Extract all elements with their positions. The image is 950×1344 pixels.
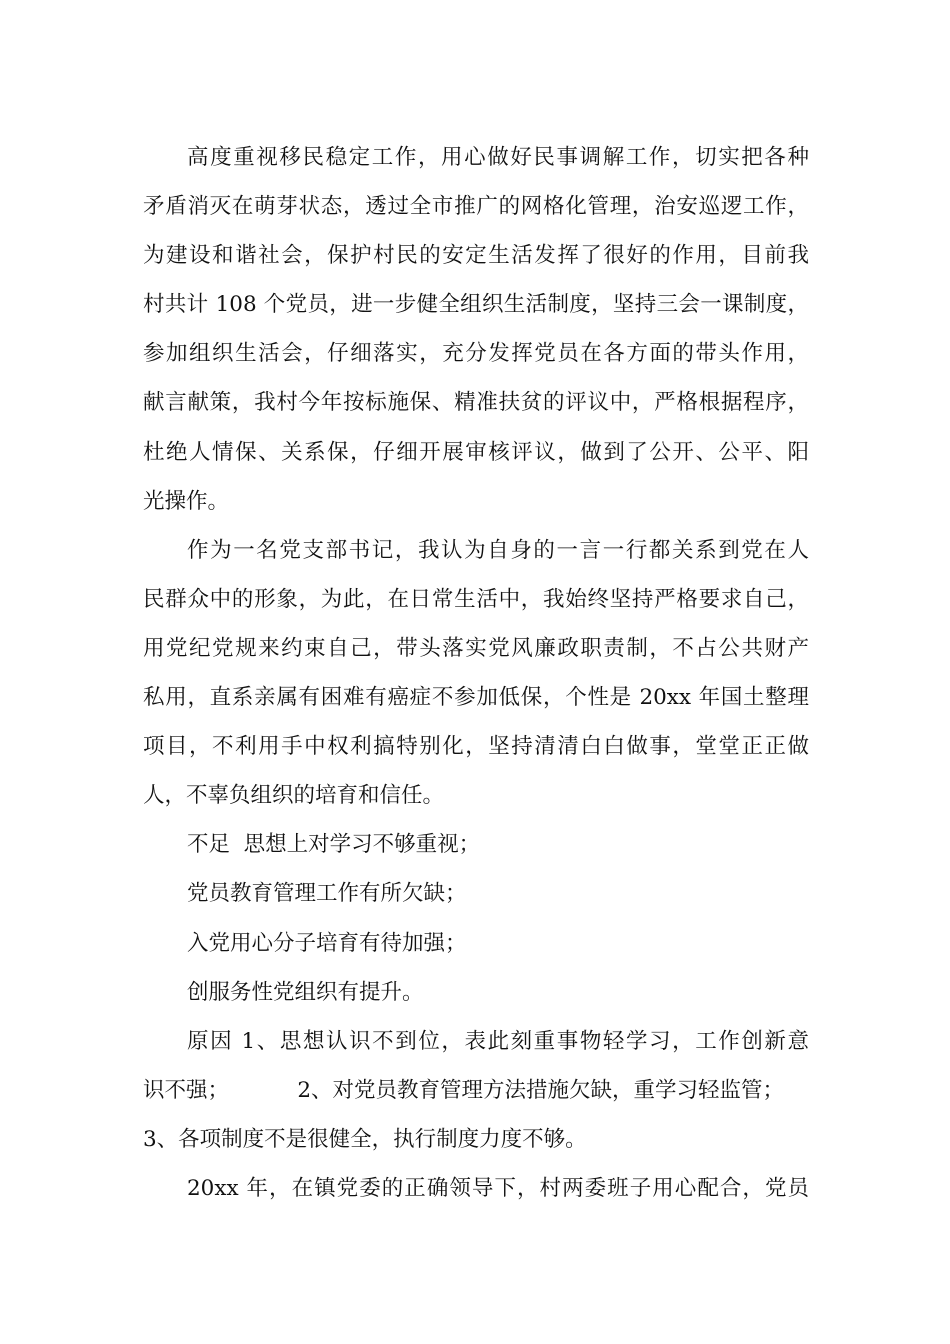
text-line: 村共计 108 个党员，进一步健全组织生活制度，坚持三会一课制度， — [143, 292, 809, 318]
text-line: 识不强； 2、对党员教育管理方法措施欠缺，重学习轻监管； — [143, 1077, 785, 1103]
text-line: 项目，不利用手中权利搞特别化，坚持清清白白做事，堂堂正正做 — [143, 734, 809, 760]
text-line: 光操作。 — [143, 488, 230, 514]
text-line: 私用，直系亲属有困难有癌症不参加低保，个性是 20xx 年国土整理 — [143, 685, 809, 711]
text-line: 党员教育管理工作有所欠缺； — [187, 881, 467, 907]
document-body — [143, 133, 809, 1213]
text-line: 参加组织生活会，仔细落实，充分发挥党员在各方面的带头作用， — [143, 341, 809, 367]
text-line: 杜绝人情保、关系保，仔细开展审核评议，做到了公开、公平、阳 — [143, 439, 809, 465]
text-line: 矛盾消灭在萌芽状态，透过全市推广的网格化管理，治安巡逻工作， — [143, 194, 809, 220]
text-line: 创服务性党组织有提升。 — [187, 979, 424, 1005]
text-line: 民群众中的形象，为此，在日常生活中，我始终坚持严格要求自己， — [143, 586, 809, 612]
text-line: 作为一名党支部书记，我认为自身的一言一行都关系到党在人 — [187, 537, 809, 563]
text-line: 人，不辜负组织的培育和信任。 — [143, 783, 445, 809]
text-line: 高度重视移民稳定工作，用心做好民事调解工作，切实把各种 — [187, 145, 809, 170]
text-line: 入党用心分子培育有待加强； — [187, 930, 467, 956]
text-line: 原因 1、思想认识不到位，表此刻重事物轻学习，工作创新意 — [187, 1028, 809, 1054]
text-line: 不足 思想上对学习不够重视； — [187, 832, 481, 858]
text-line: 20xx 年，在镇党委的正确领导下，村两委班子用心配合，党员 — [187, 1175, 809, 1201]
text-line: 3、各项制度不是很健全，执行制度力度不够。 — [143, 1126, 587, 1152]
text-line: 为建设和谐社会，保护村民的安定生活发挥了很好的作用，目前我 — [143, 243, 809, 269]
text-line: 用党纪党规来约束自己，带头落实党风廉政职责制，不占公共财产 — [143, 635, 809, 661]
text-line: 献言献策，我村今年按标施保、精准扶贫的评议中，严格根据程序， — [143, 390, 809, 416]
